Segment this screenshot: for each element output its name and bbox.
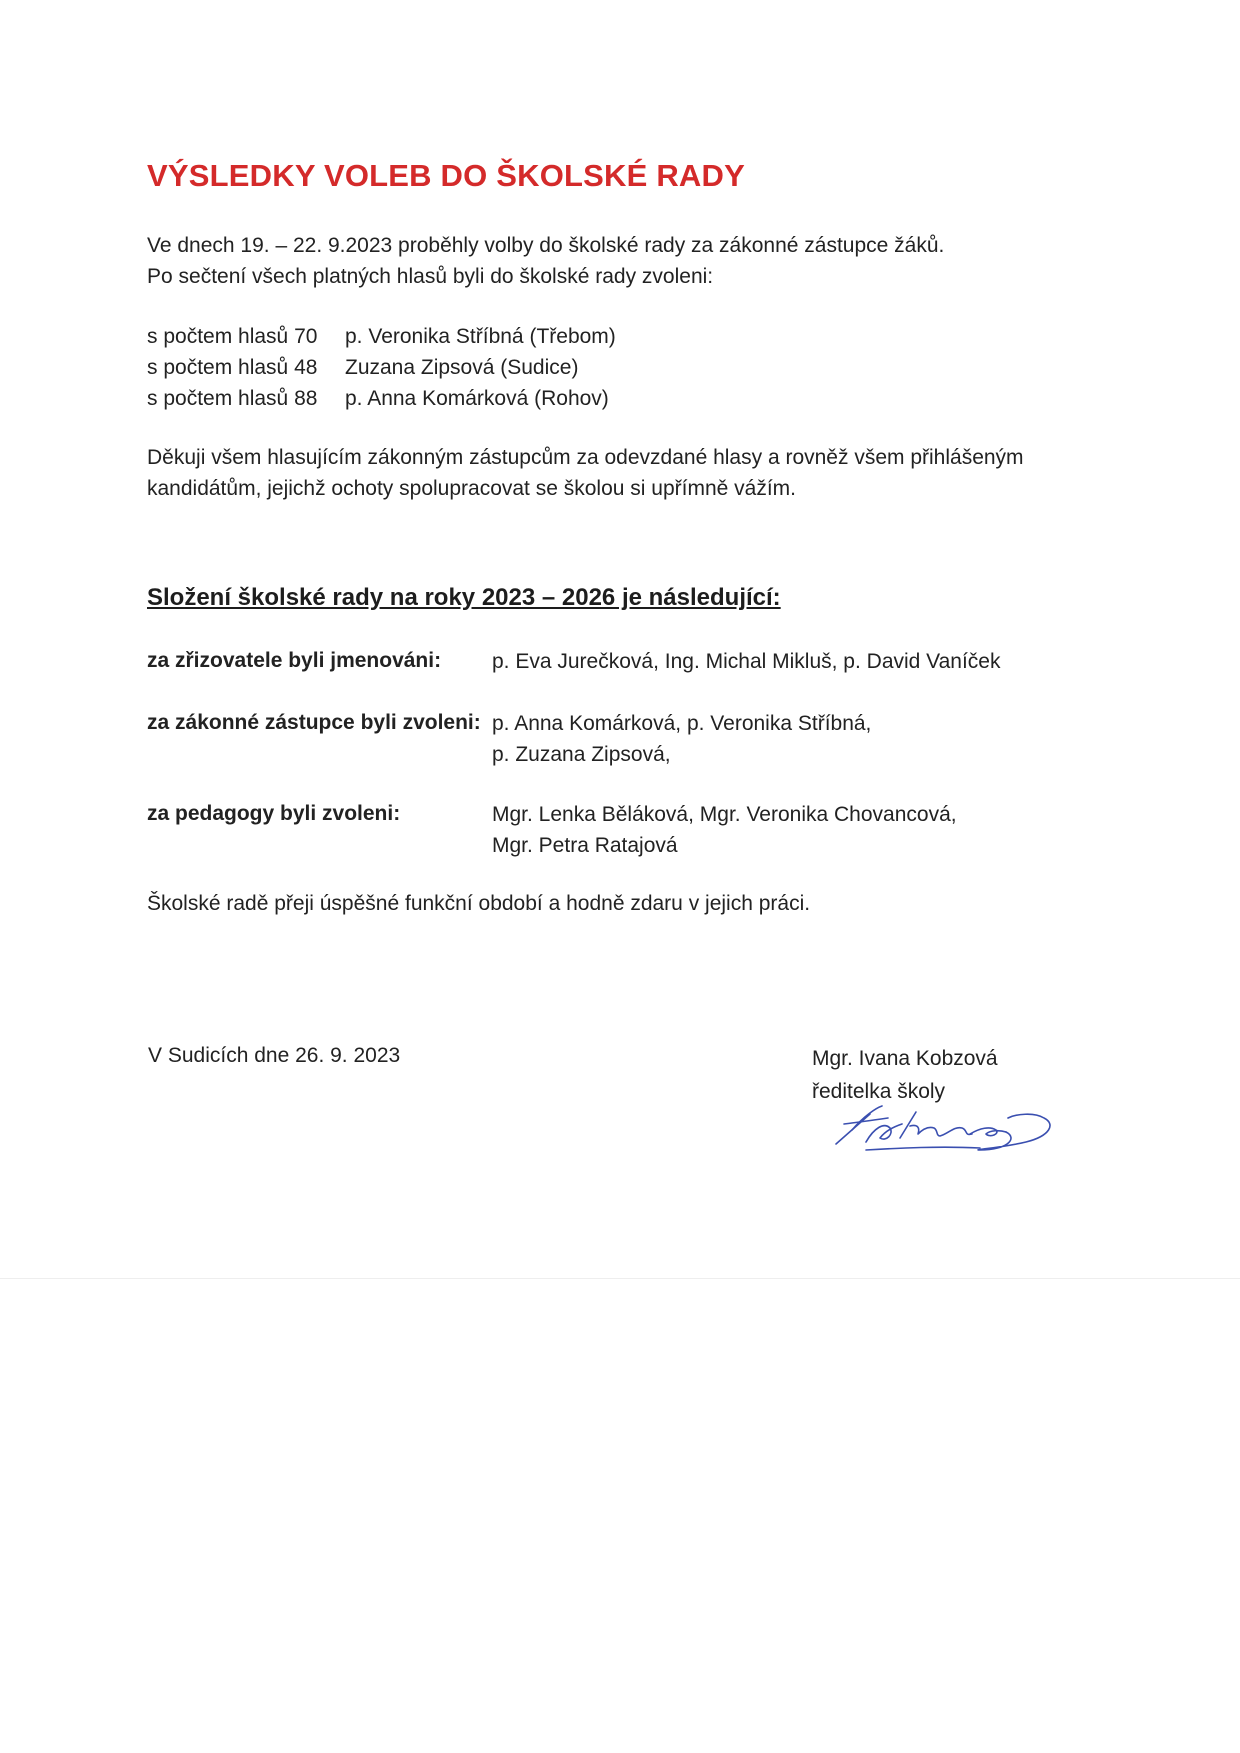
group-members-founder	[492, 646, 1001, 677]
signer-name: Mgr. Ivana Kobzová	[812, 1047, 998, 1070]
handwritten-signature	[830, 1098, 1060, 1160]
candidate-name: Zuzana Zipsová (Sudice)	[345, 356, 579, 379]
member-line: p. Eva Jurečková, Ing. Michal Mikluš, p. David Vaníček	[492, 650, 1001, 673]
intro-paragraph	[147, 230, 944, 292]
document-title: VÝSLEDKY VOLEB DO ŠKOLSKÉ RADY	[147, 158, 745, 193]
vote-count: s počtem hlasů 88	[147, 387, 318, 410]
closing-sentence: Školské radě přeji úspěšné funkční období a hodně zdaru v jejich práci.	[147, 892, 811, 915]
composition-heading: Složení školské rady na roky 2023 – 2026 je následující:	[147, 584, 781, 611]
vote-result-row	[147, 321, 616, 352]
vote-result-row	[147, 383, 616, 414]
group-label-founder: za zřizovatele byli jmenováni:	[147, 649, 442, 672]
vote-results-list	[147, 321, 616, 414]
vote-count: s počtem hlasů 70	[147, 325, 318, 348]
member-line: p. Anna Komárková, p. Veronika Stříbná,	[492, 712, 872, 735]
group-label-parents: za zákonné zástupce byli zvoleni:	[147, 711, 481, 734]
member-line: Mgr. Petra Ratajová	[492, 834, 678, 857]
thanks-line: Děkuji všem hlasujícím zákonným zástupcům za odevzdané hlasy a rovněž všem přihlášeným	[147, 446, 1024, 469]
intro-line: Po sečtení všech platných hlasů byli do školské rady zvoleni:	[147, 265, 714, 288]
candidate-name: p. Anna Komárková (Rohov)	[345, 387, 609, 410]
place-and-date: V Sudicích dne 26. 9. 2023	[148, 1044, 401, 1067]
thanks-paragraph	[147, 442, 1024, 504]
group-members-parents	[492, 708, 871, 770]
signer-role: ředitelka školy	[812, 1080, 946, 1103]
candidate-name: p. Veronika Stříbná (Třebom)	[345, 325, 616, 348]
intro-line: Ve dnech 19. – 22. 9.2023 proběhly volby do školské rady za zákonné zástupce žáků.	[147, 234, 945, 257]
group-label-teachers: za pedagogy byli zvoleni:	[147, 802, 401, 825]
thanks-line: kandidátům, jejichž ochoty spolupracovat se školou si upřímně vážím.	[147, 477, 796, 500]
page-edge-divider	[0, 1278, 1240, 1279]
vote-result-row	[147, 352, 616, 383]
vote-count: s počtem hlasů 48	[147, 356, 318, 379]
member-line: Mgr. Lenka Běláková, Mgr. Veronika Chovancová,	[492, 803, 957, 826]
member-line: p. Zuzana Zipsová,	[492, 743, 671, 766]
group-members-teachers	[492, 799, 957, 861]
